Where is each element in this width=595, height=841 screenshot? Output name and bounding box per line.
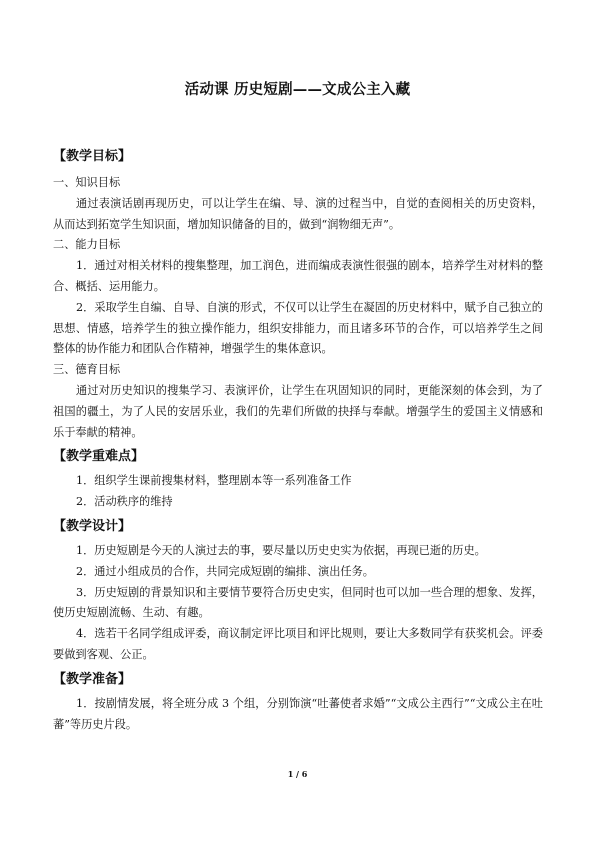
page-number: 1 / 6: [287, 769, 308, 779]
list-item-design-3: 3．历史短剧的背景知识和主要情节要符合历史史实，但同时也可以加一些合理的想象、发挥，使历史短剧流畅、生动、有趣。: [53, 585, 543, 620]
list-item-design-2: 2．通过小组成员的合作，共同完成短剧的编排、演出任务。: [76, 564, 374, 578]
list-item-ability-1: 1．通过对相关材料的搜集整理，加工润色，进而编成表演性很强的剧本，培养学生对材料的整合、概括、运用能力。: [53, 259, 543, 293]
list-item-design-4: 4．选若干名同学组成评委，商议制定评比项目和评比规则，要让大多数同学有获奖机会。评委要做到客观、公正。: [53, 627, 543, 661]
paragraph-moral: 通过对历史知识的搜集学习、表演评价，让学生在巩固知识的同时，更能深刻的体会到，为了祖国的疆土，为了人民的安居乐业，我们的先辈们所做的抉择与奉献。增强学生的爱国主义情感和乐于奉献的精神。: [53, 383, 543, 439]
section-heading-key-points: 【教学重难点】: [53, 449, 145, 465]
list-item-key-point-1: 1．组织学生课前搜集材料，整理剧本等一系列准备工作: [76, 474, 352, 488]
subheading-knowledge: 一、知识目标: [53, 176, 121, 189]
list-item-ability-2: 2．采取学生自编、自导、自演的形式，不仅可以让学生在凝固的历史材料中，赋予自己独立的思想、情感，培养学生的独立操作能力，组织安排能力，而且诸多环节的合作，可以培养学生之间整体的协作能力和团队合作精神，增强学生的集体意识。: [53, 300, 543, 356]
list-item-design-1: 1．历史短剧是今天的人演过去的事，要尽量以历史史实为依据，再现已逝的历史。: [76, 543, 486, 557]
subheading-moral: 三、德育目标: [53, 363, 121, 377]
section-heading-design: 【教学设计】: [53, 518, 132, 534]
list-item-key-point-2: 2．活动秩序的维持: [76, 495, 173, 509]
section-heading-objectives: 【教学目标】: [53, 149, 132, 164]
subheading-ability: 二、能力目标: [53, 238, 121, 252]
document-body: [53, 146, 543, 735]
document-title: 活动课 历史短剧——文成公主入藏: [184, 82, 411, 98]
paragraph-knowledge: 通过表演话剧再现历史，可以让学生在编、导、演的过程当中，自觉的查阅相关的历史资料，从而达到拓宽学生知识面，增加知识储备的目的，做到“润物细无声”。: [53, 196, 543, 231]
section-heading-preparation: 【教学准备】: [53, 671, 132, 687]
list-item-preparation-1: 1．按剧情发展，将全班分成 3 个组，分别饰演“吐蕃使者求婚”“文成公主西行”“文成公主在吐蕃”等历史片段。: [53, 696, 543, 731]
